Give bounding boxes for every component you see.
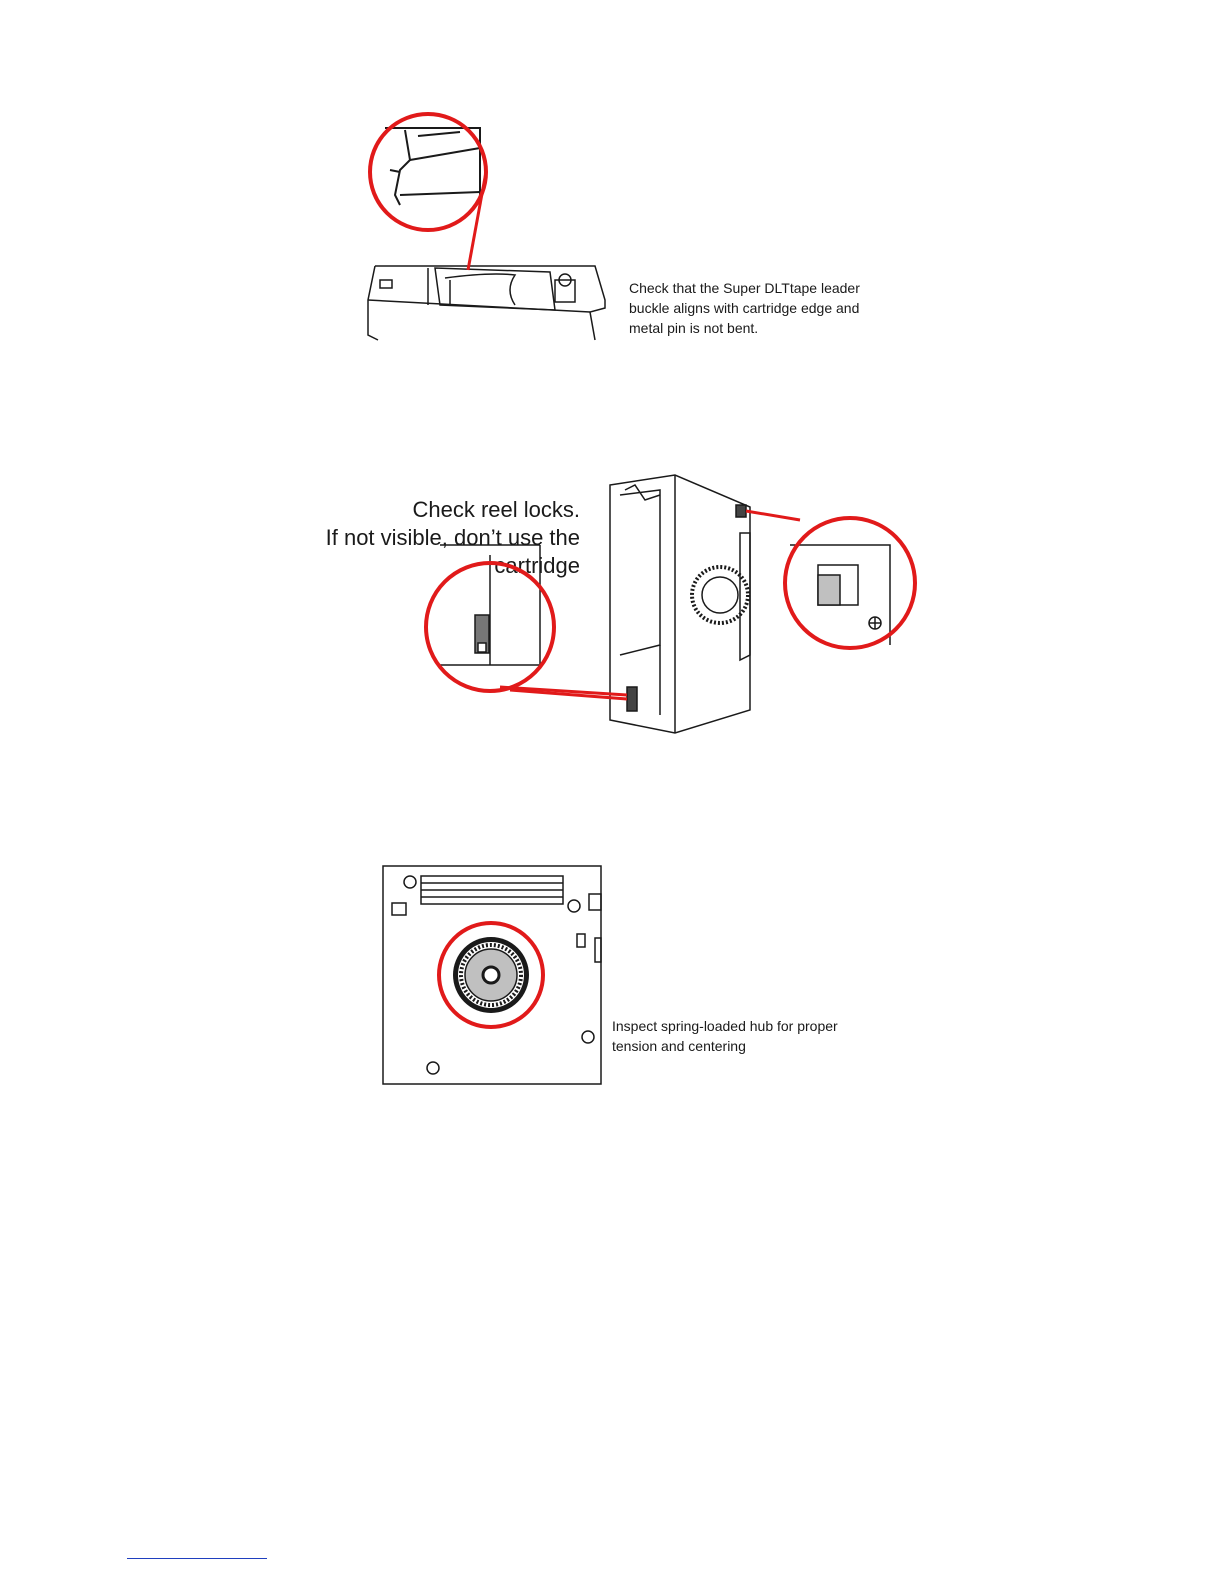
reel-locks-caption-line1: Check reel locks.	[412, 497, 580, 522]
reel-locks-figure	[420, 465, 930, 740]
hub-caption: Inspect spring-loaded hub for proper tension and centering	[612, 1018, 838, 1054]
reel-locks-caption-line2: If not visible, don’t use the cartridge	[325, 525, 580, 578]
leader-buckle-caption: Check that the Super DLTtape leader buckle aligns with cartridge edge and metal pin is not bent.	[629, 280, 860, 336]
footnote-rule	[127, 1558, 267, 1559]
leader-buckle-figure	[340, 100, 620, 350]
hub-figure	[375, 858, 610, 1093]
